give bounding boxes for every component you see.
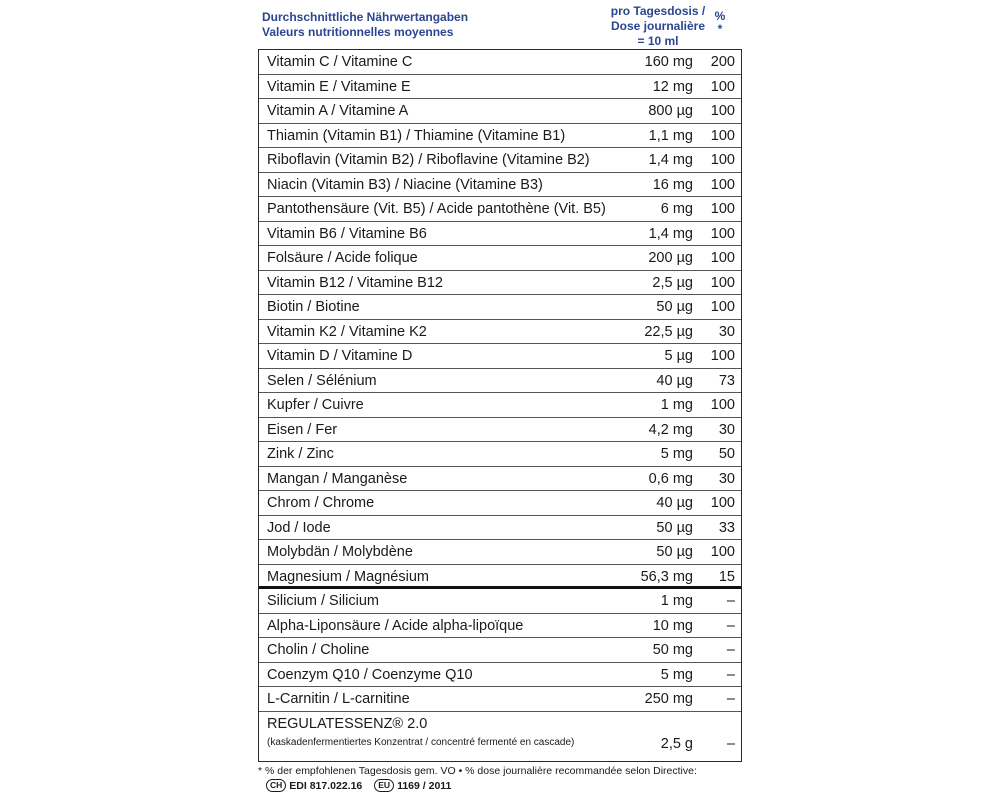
nutrient-percent: 100 <box>710 348 735 364</box>
percent-label: % <box>714 9 726 23</box>
table-row <box>259 99 741 124</box>
nutrient-percent: – <box>726 593 735 609</box>
nutrient-percent: 30 <box>718 470 735 487</box>
nutrient-amount: 1,1 mg <box>648 127 693 144</box>
nutrient-percent: 100 <box>710 495 735 511</box>
nutrient-percent: 100 <box>710 152 735 168</box>
nutrient-name: Silicium / Silicium <box>267 593 379 609</box>
table-row <box>259 467 741 492</box>
nutrient-name: Folsäure / Acide folique <box>267 250 418 266</box>
nutrient-amount: 5 mg <box>660 446 693 462</box>
nutrient-percent: 100 <box>710 225 735 242</box>
ch-badge-icon: CH <box>266 779 286 792</box>
nutrient-amount: 160 mg <box>644 54 693 70</box>
nutrient-percent: 100 <box>710 299 735 315</box>
nutrient-amount: 12 mg <box>652 78 693 95</box>
table-row <box>259 75 741 100</box>
nutrient-description: (kaskadenfermentiertes Konzentrat / concentré fermenté en cascade) <box>267 736 575 748</box>
nutrient-amount: 40 µg <box>656 372 693 389</box>
nutrient-name: Vitamin B12 / Vitamine B12 <box>267 274 443 291</box>
nutrient-name: Coenzym Q10 / Coenzyme Q10 <box>267 666 473 683</box>
nutrient-amount: 5 µg <box>664 348 693 364</box>
percent-column-header <box>706 10 734 36</box>
dose-header-line2: Dose journalière <box>610 19 706 33</box>
nutrient-name: Kupfer / Cuivre <box>267 397 364 413</box>
nutrient-name: Vitamin C / Vitamine C <box>267 54 413 70</box>
regulatessenz-row <box>259 712 741 758</box>
nutrient-name: REGULATESSENZ® 2.0 <box>267 715 428 732</box>
ch-regulation-code: EDI 817.022.16 <box>289 780 363 792</box>
nutrient-percent: 100 <box>710 127 735 144</box>
nutrient-name: Riboflavin (Vitamin B2) / Riboflavine (Vitamine B2) <box>267 152 590 168</box>
nutrient-percent: 30 <box>718 421 735 438</box>
nutrient-name: Niacin (Vitamin B3) / Niacine (Vitamine B3) <box>267 176 543 193</box>
nutrient-name: Molybdän / Molybdène <box>267 544 413 560</box>
table-row <box>259 173 741 198</box>
percent-star: * <box>717 22 723 36</box>
table-row <box>259 295 741 320</box>
nutrient-amount: 2,5 µg <box>652 274 693 291</box>
nutrient-amount: 800 µg <box>648 103 693 119</box>
nutrient-name: Vitamin E / Vitamine E <box>267 78 411 95</box>
nutrient-percent: 100 <box>710 544 735 560</box>
nutrient-percent: 100 <box>710 397 735 413</box>
nutrient-name: Vitamin K2 / Vitamine K2 <box>267 323 427 340</box>
table-row <box>259 222 741 247</box>
nutrient-name: L-Carnitin / L-carnitine <box>267 691 410 707</box>
nutrient-name: Biotin / Biotine <box>267 299 360 315</box>
nutrient-name: Vitamin A / Vitamine A <box>267 103 409 119</box>
table-row <box>259 246 741 271</box>
nutrient-amount: 10 mg <box>652 617 693 634</box>
nutrient-amount: 4,2 mg <box>648 421 693 438</box>
nutrient-percent: – <box>726 735 735 752</box>
table-title <box>262 10 582 40</box>
nutrient-name: Thiamin (Vitamin B1) / Thiamine (Vitamine B1) <box>267 127 566 144</box>
nutrient-amount: 50 µg <box>656 299 693 315</box>
table-row <box>259 344 741 369</box>
title-french: Valeurs nutritionnelles moyennes <box>262 25 454 39</box>
nutrient-percent: 33 <box>718 519 735 536</box>
nutrient-percent: 200 <box>710 54 735 70</box>
dose-header-line3: = 10 ml <box>637 34 679 48</box>
table-row <box>259 393 741 418</box>
table-row <box>259 50 741 75</box>
nutrient-percent: 100 <box>710 250 735 266</box>
nutrient-percent: – <box>726 617 735 634</box>
table-row <box>259 418 741 443</box>
table-row <box>259 124 741 149</box>
nutrient-percent: 100 <box>710 201 735 217</box>
table-row <box>259 271 741 296</box>
nutrient-amount: 1 mg <box>660 593 693 609</box>
nutrient-name: Magnesium / Magnésium <box>267 568 429 585</box>
table-row <box>259 540 741 565</box>
nutrient-name: Vitamin D / Vitamine D <box>267 348 413 364</box>
dose-header-line1: pro Tagesdosis / <box>610 4 706 18</box>
nutrient-percent: 100 <box>710 103 735 119</box>
nutrient-name: Jod / Iode <box>267 519 331 536</box>
nutrient-percent: – <box>726 666 735 683</box>
nutrient-amount: 40 µg <box>656 495 693 511</box>
nutrient-name: Pantothensäure (Vit. B5) / Acide pantothène (Vit. B5) <box>267 201 606 217</box>
table-row <box>259 663 741 688</box>
nutrient-amount: 1,4 mg <box>648 152 693 168</box>
nutrient-name: Chrom / Chrome <box>267 495 375 511</box>
table-row <box>259 516 741 541</box>
nutrient-name: Eisen / Fer <box>267 421 338 438</box>
nutrient-amount: 1,4 mg <box>648 225 693 242</box>
nutrient-amount: 2,5 g <box>660 735 693 752</box>
nutrient-amount: 5 mg <box>660 666 693 683</box>
nutrient-name: Zink / Zinc <box>267 446 334 462</box>
nutrient-amount: 6 mg <box>660 201 693 217</box>
regulation-references <box>266 779 451 793</box>
table-row <box>259 197 741 222</box>
nutrient-percent: – <box>726 691 735 707</box>
table-row <box>259 148 741 173</box>
nutrient-percent: 100 <box>710 274 735 291</box>
table-row <box>259 614 741 639</box>
nutrient-name: Alpha-Liponsäure / Acide alpha-lipoïque <box>267 617 524 634</box>
nutrient-percent: – <box>726 642 735 658</box>
nutrient-amount: 56,3 mg <box>640 568 693 585</box>
table-row <box>259 687 741 712</box>
eu-regulation-code: 1169 / 2011 <box>397 780 452 792</box>
table-row <box>259 565 741 590</box>
nutrient-amount: 250 mg <box>644 691 693 707</box>
nutrient-percent: 100 <box>710 176 735 193</box>
table-row <box>259 589 741 614</box>
nutrient-percent: 30 <box>718 323 735 340</box>
nutrient-name: Cholin / Choline <box>267 642 370 658</box>
table-row <box>259 442 741 467</box>
footnote: * % der empfohlenen Tagesdosis gem. VO • % dose journalière recommandée selon Directive: <box>258 765 697 777</box>
nutrient-percent: 50 <box>718 446 735 462</box>
nutrient-amount: 200 µg <box>648 250 693 266</box>
table-row <box>259 320 741 345</box>
nutrient-percent: 73 <box>718 372 735 389</box>
nutrient-amount: 50 µg <box>656 544 693 560</box>
title-german: Durchschnittliche Nährwertangaben <box>262 10 469 24</box>
nutrient-amount: 50 mg <box>652 642 693 658</box>
table-row <box>259 369 741 394</box>
nutrition-table <box>258 49 742 762</box>
table-row <box>259 638 741 663</box>
nutrient-amount: 50 µg <box>656 519 693 536</box>
nutrient-name: Mangan / Manganèse <box>267 470 408 487</box>
nutrient-amount: 1 mg <box>660 397 693 413</box>
nutrient-percent: 100 <box>710 78 735 95</box>
nutrient-percent: 15 <box>718 568 735 585</box>
nutrient-amount: 16 mg <box>652 176 693 193</box>
nutrient-name: Selen / Sélénium <box>267 372 377 389</box>
table-row <box>259 491 741 516</box>
nutrient-amount: 22,5 µg <box>644 323 693 340</box>
nutrient-amount: 0,6 mg <box>648 470 693 487</box>
eu-badge-icon: EU <box>374 779 394 792</box>
nutrient-name: Vitamin B6 / Vitamine B6 <box>267 225 427 242</box>
